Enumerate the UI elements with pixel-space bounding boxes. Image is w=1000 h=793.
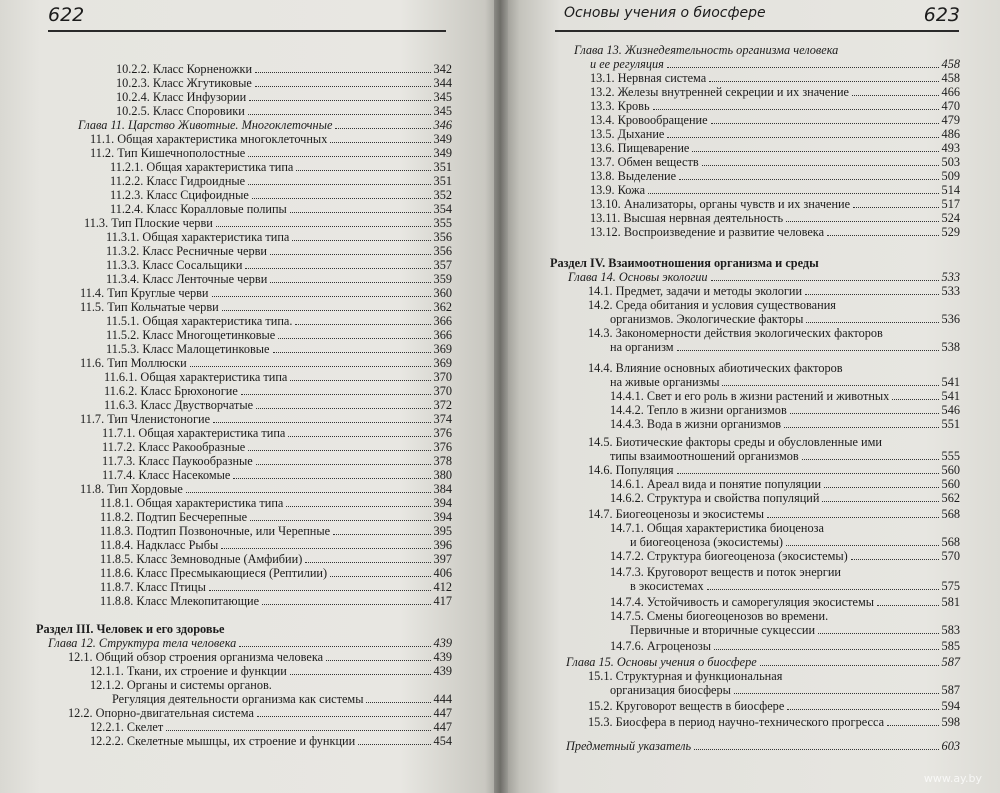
toc-entry: 11.5. Тип Кольчатые черви 362 — [80, 300, 452, 314]
toc-entry: организация биосферы 587 — [610, 683, 960, 697]
book-spine-gutter — [494, 0, 508, 793]
toc-entry: 14.6.2. Структура и свойства популяций 562 — [610, 491, 960, 505]
toc-entry: 14.7.2. Структура биогеоценоза (экосистемы) 570 — [610, 549, 960, 563]
toc-entry: 11.2.2. Класс Гидроидные 351 — [110, 174, 452, 188]
toc-entry: в экосистемах 575 — [630, 579, 960, 593]
toc-entry: 14.7.1. Общая характеристика биоценоза — [610, 521, 824, 535]
toc-entry: 14.2. Среда обитания и условия существования — [588, 298, 836, 312]
toc-entry: 11.8.8. Класс Млекопитающие 417 — [100, 594, 452, 608]
toc-entry: 11.5.2. Класс Многощетинковые 366 — [106, 328, 452, 342]
header-rule — [48, 30, 446, 32]
toc-entry: 11.5.1. Общая характеристика типа. 366 — [106, 314, 452, 328]
toc-chapter: и ее регуляция 458 — [590, 57, 960, 71]
toc-entry: 14.5. Биотические факторы среды и обусловленные ими — [588, 435, 882, 449]
toc-entry: 13.4. Кровообращение 479 — [590, 113, 960, 127]
toc-entry: 10.2.3. Класс Жгутиковые 344 — [116, 76, 452, 90]
toc-entry: 11.2. Тип Кишечнополостные 349 — [90, 146, 452, 160]
toc-entry: 14.7.4. Устойчивость и саморегуляция экосистемы 581 — [610, 595, 960, 609]
toc-entry: 11.7.4. Класс Насекомые 380 — [102, 468, 452, 482]
toc-entry: 13.10. Анализаторы, органы чувств и их значение 517 — [590, 197, 960, 211]
toc-entry: 11.1. Общая характеристика многоклеточных 349 — [90, 132, 452, 146]
toc-entry: 11.6.1. Общая характеристика типа 370 — [104, 370, 452, 384]
toc-entry: 13.12. Воспроизведение и развитие человека 529 — [590, 225, 960, 239]
toc-entry: 13.11. Высшая нервная деятельность 524 — [590, 211, 960, 225]
toc-entry: 14.6.1. Ареал вида и понятие популяции 560 — [610, 477, 960, 491]
toc-entry: 11.7.1. Общая характеристика типа 376 — [102, 426, 452, 440]
toc-chapter: Глава 13. Жизнедеятельность организма человека — [574, 43, 839, 57]
toc-entry: 11.7.3. Класс Паукообразные 378 — [102, 454, 452, 468]
toc-entry: 11.2.1. Общая характеристика типа 351 — [110, 160, 452, 174]
toc-entry: 11.8.2. Подтип Бесчерепные 394 — [100, 510, 452, 524]
toc-entry: 11.8.4. Надкласс Рыбы 396 — [100, 538, 452, 552]
toc-entry: 11.3.1. Общая характеристика типа 356 — [106, 230, 452, 244]
toc-entry: 14.6. Популяция 560 — [588, 463, 960, 477]
watermark: www.ay.by — [923, 772, 982, 785]
toc-entry: 13.6. Пищеварение 493 — [590, 141, 960, 155]
toc-entry: 11.4. Тип Круглые черви 360 — [80, 286, 452, 300]
toc-entry: 14.7.6. Агроценозы 585 — [610, 639, 960, 653]
toc-entry: 14.4.1. Свет и его роль в жизни растений и животных 541 — [610, 389, 960, 403]
toc-entry: 11.8.5. Класс Земноводные (Амфибии) 397 — [100, 552, 452, 566]
toc-entry: 11.6. Тип Моллюски 369 — [80, 356, 452, 370]
toc-entry: 12.2. Опорно-двигательная система 447 — [68, 706, 452, 720]
toc-chapter: Глава 14. Основы экологии 533 — [568, 270, 960, 284]
toc-chapter: Глава 15. Основы учения о биосфере 587 — [566, 655, 960, 669]
toc-entry: 13.9. Кожа 514 — [590, 183, 960, 197]
toc-entry: 10.2.4. Класс Инфузории 345 — [116, 90, 452, 104]
toc-entry: 12.2.1. Скелет 447 — [90, 720, 452, 734]
toc-entry: 15.3. Биосфера в период научно-технического прогресса 598 — [588, 715, 960, 729]
toc-chapter: Глава 12. Структура тела человека 439 — [48, 636, 452, 650]
toc-entry: 13.1. Нервная система 458 — [590, 71, 960, 85]
toc-entry: 11.2.4. Класс Коралловые полипы 354 — [110, 202, 452, 216]
toc-entry: 14.7.5. Смены биогеоценозов во времени. — [610, 609, 829, 623]
toc-entry: 11.3.2. Класс Ресничные черви 356 — [106, 244, 452, 258]
toc-entry: 12.1.1. Ткани, их строение и функции 439 — [90, 664, 452, 678]
toc-entry: 15.1. Структурная и функциональная — [588, 669, 783, 683]
toc-entry: 14.4.3. Вода в жизни организмов 551 — [610, 417, 960, 431]
toc-entry: 11.2.3. Класс Сцифоидные 352 — [110, 188, 452, 202]
header-rule — [555, 30, 959, 32]
toc-entry: 14.4. Влияние основных абиотических факторов — [588, 361, 843, 375]
toc-entry: Первичные и вторичные сукцессии 583 — [630, 623, 960, 637]
toc-entry: 10.2.2. Класс Корненожки 342 — [116, 62, 452, 76]
toc-entry: Регуляция деятельности организма как системы 444 — [112, 692, 452, 706]
toc-entry: 12.1.2. Органы и системы органов. — [90, 678, 272, 692]
toc-entry: 13.3. Кровь 470 — [590, 99, 960, 113]
toc-entry: 11.8.1. Общая характеристика типа 394 — [100, 496, 452, 510]
toc-entry: 11.3.3. Класс Сосальщики 357 — [106, 258, 452, 272]
toc-entry: 11.8.7. Класс Птицы 412 — [100, 580, 452, 594]
toc-entry: 11.5.3. Класс Малощетинковые 369 — [106, 342, 452, 356]
toc-entry: 11.6.3. Класс Двустворчатые 372 — [104, 398, 452, 412]
toc-entry: 14.7. Биогеоценозы и экосистемы 568 — [588, 507, 960, 521]
toc-entry: 11.6.2. Класс Брюхоногие 370 — [104, 384, 452, 398]
toc-entry: 11.3. Тип Плоские черви 355 — [84, 216, 452, 230]
toc-section-heading: Раздел III. Человек и его здоровье — [36, 622, 225, 636]
toc-entry: 15.2. Круговорот веществ в биосфере 594 — [588, 699, 960, 713]
toc-section-heading: Раздел IV. Взаимоотношения организма и среды — [550, 256, 819, 270]
toc-entry: 13.8. Выделение 509 — [590, 169, 960, 183]
toc-entry: 13.7. Обмен веществ 503 — [590, 155, 960, 169]
toc-chapter: Глава 11. Царство Животные. Многоклеточные 346 — [78, 118, 452, 132]
toc-entry: 11.7.2. Класс Ракообразные 376 — [102, 440, 452, 454]
toc-entry: 12.2.2. Скелетные мышцы, их строение и функции 454 — [90, 734, 452, 748]
toc-entry: организмов. Экологические факторы 536 — [610, 312, 960, 326]
toc-entry: 13.5. Дыхание 486 — [590, 127, 960, 141]
toc-entry: на живые организмы 541 — [610, 375, 960, 389]
toc-entry: 11.7. Тип Членистоногие 374 — [80, 412, 452, 426]
page-number-right: 623 — [923, 4, 960, 26]
toc-entry: 10.2.5. Класс Споровики 345 — [116, 104, 452, 118]
toc-entry: и биогеоценоза (экосистемы) 568 — [630, 535, 960, 549]
toc-entry: 11.8. Тип Хордовые 384 — [80, 482, 452, 496]
running-head: Основы учения о биосфере — [564, 5, 766, 21]
toc-entry: 11.3.4. Класс Ленточные черви 359 — [106, 272, 452, 286]
right-page — [500, 0, 1000, 793]
toc-entry: 11.8.3. Подтип Позвоночные, или Черепные 395 — [100, 524, 452, 538]
toc-index-entry: Предметный указатель 603 — [566, 739, 960, 753]
toc-entry: типы взаимоотношений организмов 555 — [610, 449, 960, 463]
toc-entry: на организм 538 — [610, 340, 960, 354]
toc-entry: 12.1. Общий обзор строения организма человека 439 — [68, 650, 452, 664]
toc-entry: 11.8.6. Класс Пресмыкающиеся (Рептилии) 406 — [100, 566, 452, 580]
toc-entry: 14.1. Предмет, задачи и методы экологии 533 — [588, 284, 960, 298]
toc-entry: 13.2. Железы внутренней секреции и их значение 466 — [590, 85, 960, 99]
toc-entry: 14.3. Закономерности действия экологических факторов — [588, 326, 883, 340]
page-number-left: 622 — [48, 4, 85, 26]
toc-entry: 14.4.2. Тепло в жизни организмов 546 — [610, 403, 960, 417]
toc-entry: 14.7.3. Круговорот веществ и поток энергии — [610, 565, 842, 579]
